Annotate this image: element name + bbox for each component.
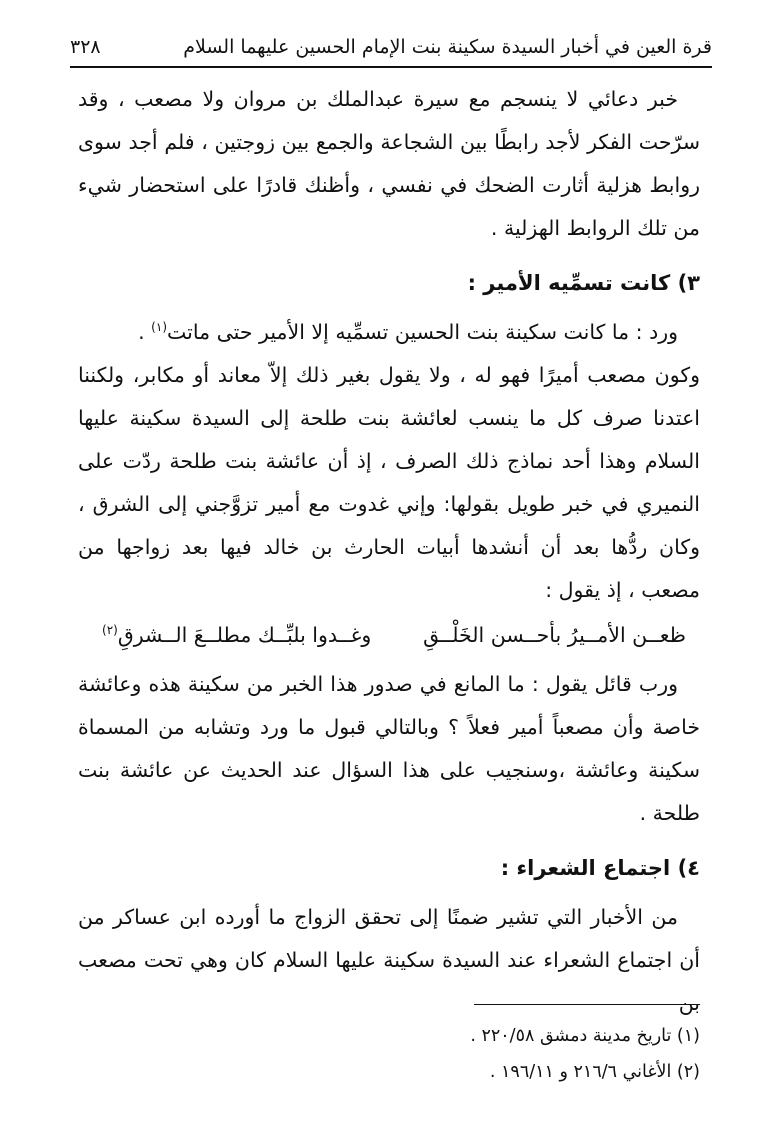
- paragraph-3: وكون مصعب أميرًا فهو له ، ولا يقول بغير ذلك إلاّ معاند أو مكابر، ولكننا اعتدنا صرف كل ما ينسب لعائشة بنت طلحة إلى السيدة سكينة عليها السلام وهذا أحد نماذج ذلك الصرف ، إذ أن عائشة بنت طلحة ردّت على النميري في خبر طويل بقولها: وإني غدوت مع أمير تزوَّجني إلى الشرق ، وكان ردُّها بعد أن أنشدها أبيات الحارث بن خالد فيها بعد زواجها من مصعب ، إذ يقول :: [78, 363, 700, 602]
- verse-first-hemistich: ظعــن الأمــيرُ بأحــسن الخَلْــقِ: [423, 623, 686, 647]
- footnote-rule: [474, 1004, 700, 1005]
- verse-second-hemistich: وغــدوا بلبِّــك مطلــعَ الــشرقِ: [117, 623, 372, 647]
- paragraph-5: من الأخبار التي تشير ضمنًا إلى تحقق الزواج ما أورده ابن عساكر من أن اجتماع الشعراء عند السيدة سكينة عليها السلام كان وهي تحت مصعب بن: [78, 905, 700, 1015]
- footnote-2: (٢) الأغاني ٢١٦/٦ و ١٩٦/١١ .: [489, 1062, 700, 1082]
- running-header: [70, 30, 712, 64]
- paragraph-1: خبر دعائي لا ينسجم مع سيرة عبدالملك بن مروان ولا مصعب ، وقد سرّحت الفكر لأجد رابطًا بين الشجاعة والجمع بين زوجتين ، فلم أجد سوى روابط هزلية أثارت الضحك في نفسي ، وأظنك قادرًا على استحضار شيء من تلك الروابط الهزلية .: [78, 87, 700, 240]
- footnote-ref-2: (٢): [102, 623, 118, 638]
- header-rule: [70, 66, 712, 68]
- header-title: قرة العين في أخبار السيدة سكينة بنت الإمام الحسين عليهما السلام: [183, 36, 712, 58]
- footnote-1: (١) تاريخ مدينة دمشق ٢٢٠/٥٨ .: [470, 1026, 700, 1046]
- page-body: [78, 78, 700, 1025]
- section-heading-4: ٤) اجتماع الشعراء :: [500, 856, 700, 880]
- section-heading-3: ٣) كانت تسمِّيه الأمير :: [467, 271, 700, 295]
- footnotes: [470, 1018, 700, 1090]
- page-number: ٣٢٨: [70, 36, 101, 58]
- paragraph-2-text: ورد : ما كانت سكينة بنت الحسين تسمِّيه إلا الأمير حتى ماتت: [167, 320, 678, 344]
- footnote-ref-1: (١): [151, 320, 167, 335]
- paragraph-2-end: .: [138, 320, 152, 344]
- poem-verse: [78, 612, 700, 663]
- paragraph-4: ورب قائل يقول : ما المانع في صدور هذا الخبر من سكينة هذه وعائشة خاصة وأن مصعباً أمير فعلاً ؟ وبالتالي قبول ما ورد وتشابه من المسماة سكينة وعائشة ،وسنجيب على هذا السؤال عند الحديث عن عائشة بنت طلحة .: [78, 672, 700, 825]
- verse-second-hemistich-wrap: [102, 614, 371, 657]
- paragraph-2: [78, 311, 700, 354]
